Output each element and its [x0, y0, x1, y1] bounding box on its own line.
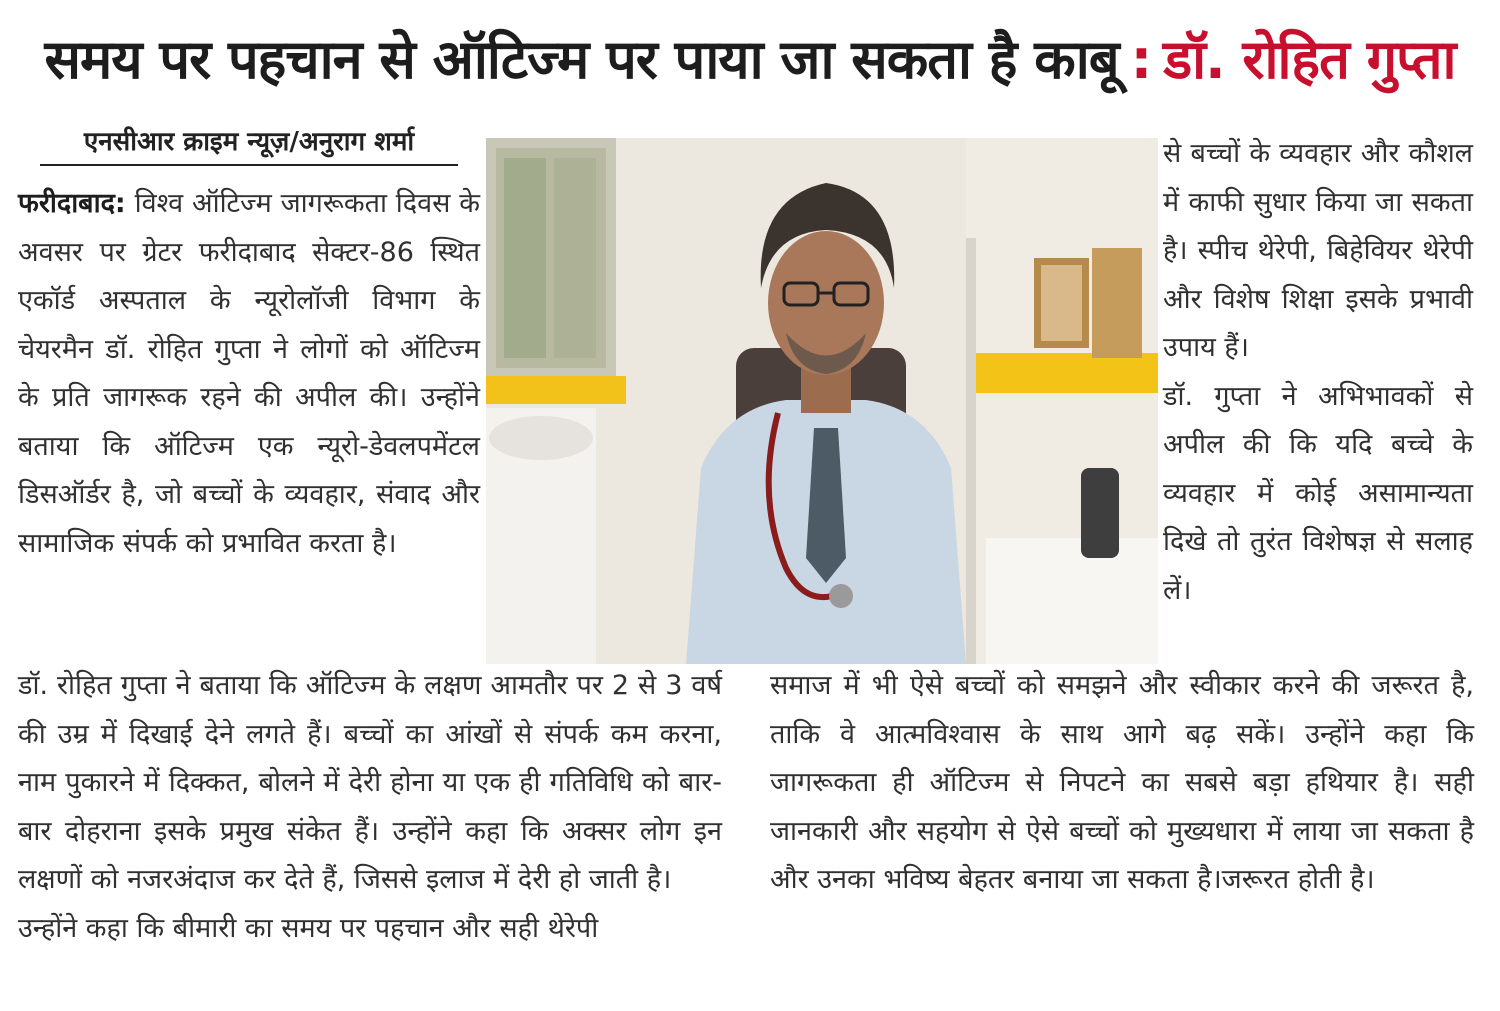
headline-main: समय पर पहचान से ऑटिज्म पर पाया जा सकता है काबू	[44, 28, 1119, 91]
paragraph: उन्होंने कहा कि बीमारी का समय पर पहचान और सही थेरेपी	[18, 912, 599, 944]
doctor-photo	[486, 138, 1158, 664]
paragraph: समाज में भी ऐसे बच्चों को समझने और स्वीकार करने की जरूरत है, ताकि वे आत्मविश्वास के साथ आगे बढ़ सकें। उन्होंने कहा कि जागरूकता ही ऑटिज्म से निपटने का सबसे बड़ा हथियार है। सही जानकारी और सहयोग से ऐसे बच्चों को मुख्यधारा में लाया जा सकता है और उनका भविष्य बेहतर बनाया जा सकता है।जरूरत होती है।	[770, 670, 1474, 895]
paragraph: डॉ. गुप्ता ने अभिभावकों से अपील की कि यदि बच्चे के व्यवहार में कोई असामान्यता दिखे तो तुरंत विशेषज्ञ से सलाह लें।	[1163, 380, 1473, 606]
headline	[0, 14, 1500, 106]
article-column-2	[1163, 130, 1473, 615]
article-column-1	[18, 180, 480, 568]
lead-text: विश्व ऑटिज्म जागरूकता दिवस के अवसर पर ग्रेटर फरीदाबाद सेक्टर-86 स्थित एकॉर्ड अस्पताल के न्यूरोलॉजी विभाग के चेयरमैन डॉ. रोहित गुप्ता ने लोगों को ऑटिज्म के प्रति जागरूक रहने की अपील की। उन्होंने बताया कि ऑटिज्म एक न्यूरो-डेवलपमेंटल डिसऑर्डर है, जो बच्चों के व्यवहार, संवाद और सामाजिक संपर्क को प्रभावित करता है।	[18, 188, 480, 559]
paragraph: से बच्चों के व्यवहार और कौशल में काफी सुधार किया जा सकता है। स्पीच थेरेपी, बिहेवियर थेरेपी और विशेष शिक्षा इसके प्रभावी उपाय हैं।	[1163, 138, 1473, 363]
paragraph: डॉ. रोहित गुप्ता ने बताया कि ऑटिज्म के लक्षण आमतौर पर 2 से 3 वर्ष की उम्र में दिखाई देने लगते हैं। बच्चों का आंखों से संपर्क कम करना, नाम पुकारने में दिक्कत, बोलने में देरी होना या एक ही गतिविधि को बार-बार दोहराना इसके प्रमुख संकेत हैं। उन्होंने कहा कि अक्सर लोग इन लक्षणों को नजरअंदाज कर देते हैं, जिससे इलाज में देरी हो जाती है।	[18, 670, 722, 895]
lead-paragraph	[18, 180, 480, 568]
headline-doctor-name: डॉ. रोहित गुप्ता	[1163, 28, 1456, 91]
article-column-4	[770, 662, 1474, 905]
dateline: फरीदाबाद:	[18, 188, 126, 219]
byline: एनसीआर क्राइम न्यूज़/अनुराग शर्मा	[40, 122, 458, 166]
headline-separator: :	[1130, 28, 1152, 91]
article-column-3	[18, 662, 722, 953]
